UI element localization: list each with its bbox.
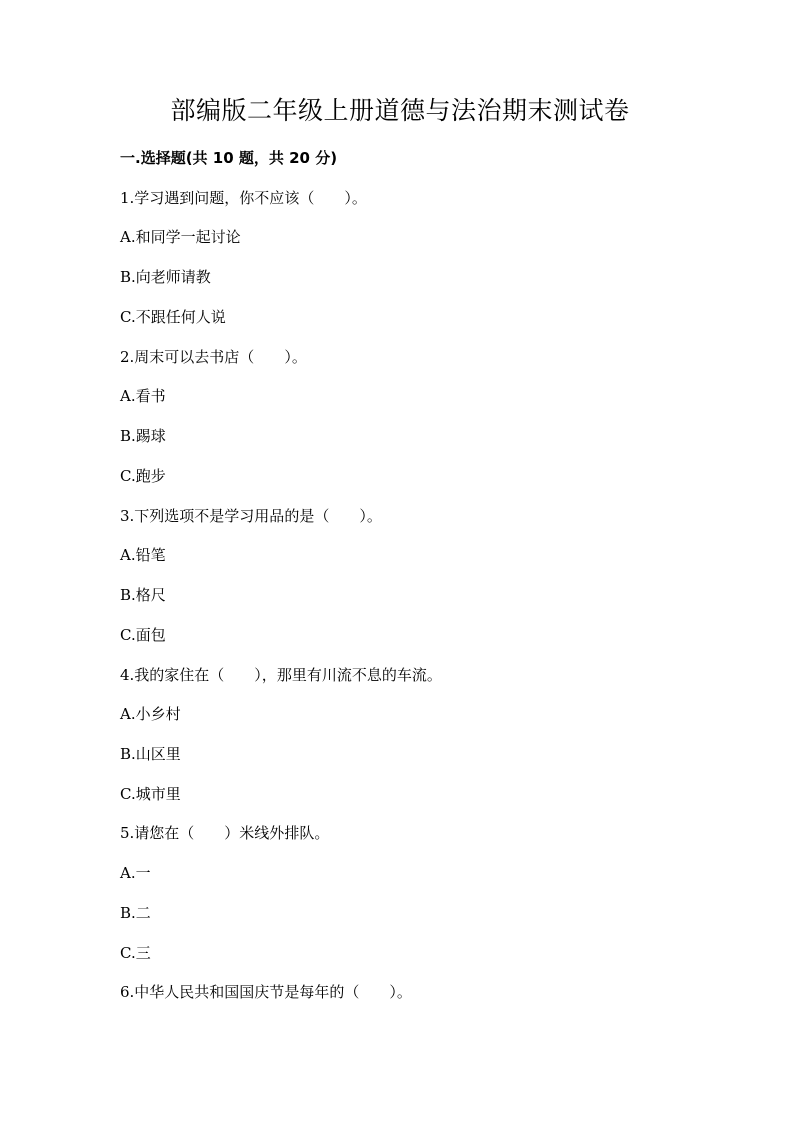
question-2-option-a: A.看书 [120, 387, 166, 405]
question-1-option-c: C.不跟任何人说 [120, 308, 226, 326]
question-5-option-b: B.二 [120, 904, 151, 922]
question-6-text: 6.中华人民共和国国庆节是每年的（ ）。 [120, 983, 412, 1001]
question-1-option-b: B.向老师请教 [120, 268, 211, 286]
question-3-text: 3.下列选项不是学习用品的是（ ）。 [120, 507, 382, 525]
question-1-option-a: A.和同学一起讨论 [120, 228, 241, 246]
question-5-option-c: C.三 [120, 944, 151, 962]
question-2-option-b: B.踢球 [120, 427, 166, 445]
page-title: 部编版二年级上册道德与法治期末测试卷 [170, 96, 630, 125]
question-3-option-b: B.格尺 [120, 586, 166, 604]
question-3-option-a: A.铅笔 [120, 546, 166, 564]
section-heading: 一.选择题(共 10 题，共 20 分) [120, 149, 338, 167]
question-5-option-a: A.一 [120, 864, 151, 882]
question-2-option-c: C.跑步 [120, 467, 166, 485]
question-4-text: 4.我的家住在（ ），那里有川流不息的车流。 [120, 666, 442, 684]
question-1-text: 1.学习遇到问题，你不应该（ ）。 [120, 189, 367, 207]
question-5-text: 5.请您在（ ）米线外排队。 [120, 824, 330, 842]
question-4-option-b: B.山区里 [120, 745, 181, 763]
question-4-option-c: C.城市里 [120, 785, 181, 803]
question-4-option-a: A.小乡村 [120, 705, 181, 723]
question-3-option-c: C.面包 [120, 626, 166, 644]
question-2-text: 2.周末可以去书店（ ）。 [120, 348, 307, 366]
